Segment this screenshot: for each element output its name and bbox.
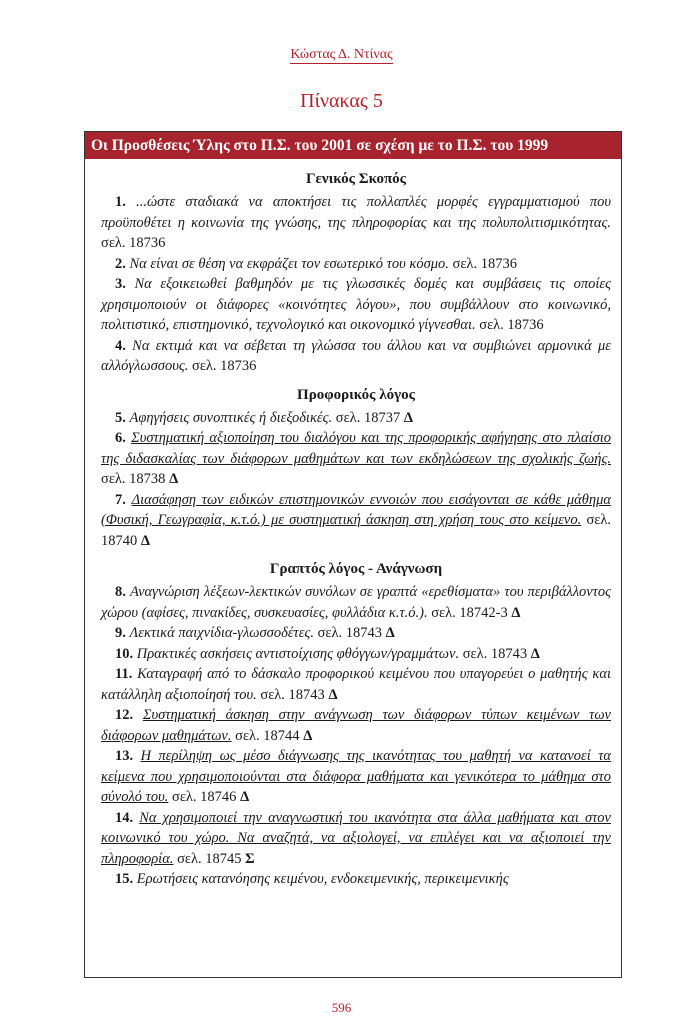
item-text: Πρακτικές ασκήσεις αντιστοίχισης φθόγγων/γραμμάτων. — [136, 645, 460, 662]
item-number: 6. — [115, 430, 126, 446]
grade-mark: Δ — [530, 645, 540, 662]
item-number: 5. — [115, 409, 126, 426]
item-number: 15. — [115, 871, 134, 887]
list-item — [101, 336, 611, 377]
table-body — [85, 159, 621, 890]
page-reference: σελ. 18746 — [172, 789, 237, 805]
item-number: 7. — [115, 491, 126, 508]
item-text: ...ώστε σταδιακά να αποκτήσει τις πολλαπλές μορφές εγγραμματισμού που προϋποθέτει η κοινωνία της γνώσης, της πληροφορίας και της πολυπολιτισμικότητας. — [101, 194, 612, 231]
grade-mark: Δ — [140, 532, 150, 549]
page-reference: σελ. 18736 — [192, 358, 257, 374]
grade-mark: Δ — [328, 686, 338, 703]
item-text: Ερωτήσεις κατανόησης κειμένου, ενδοκειμενικής, περικειμενικής — [136, 871, 509, 887]
item-text: Αναγνώριση λέξεων-λεκτικών συνόλων σε γραπτά «ερεθίσματα» του περιβάλλοντος χώρου (αφίσες, πινακίδες, συσκευασίες, φυλλάδια κ.τ.ό.). — [101, 584, 612, 621]
section-title: Προφορικός λόγος — [297, 386, 415, 403]
page-reference: σελ. 18740 — [101, 512, 611, 549]
list-item — [101, 869, 611, 890]
item-number: 4. — [115, 337, 126, 354]
item-text: Λεκτικά παιχνίδια-γλωσσοδέτες. — [129, 625, 314, 641]
item-number: 3. — [115, 276, 126, 292]
grade-mark: Σ — [245, 850, 255, 867]
item-text: Αφηγήσεις συνοπτικές ή διεξοδικές. — [129, 409, 333, 426]
item-text: Συστηματική αξιοποίηση του διαλόγου και της προφορικής αφήγησης στο πλαίσιο της διδασκαλίας των διάφορων μαθημάτων και των εκδηλώσεων της σχολικής ζωής. — [101, 430, 612, 467]
grade-mark: Δ — [403, 409, 413, 426]
item-text: Να εξοικειωθεί βαθμηδόν με τις γλωσσικές δομές και συμβάσεις τις οποίες χρησιμοποιούν οι διάφορες «κοινότητες λόγου», που συμβάλλουν στο κοινωνικό, πολιτιστικό, επιστημονικό, τεχνολογικό και οικονομικό γίγνεσθαι. — [101, 276, 612, 333]
grade-mark: Δ — [169, 471, 179, 487]
list-item — [101, 644, 611, 665]
item-number: 12. — [115, 707, 134, 723]
list-item — [101, 254, 611, 275]
item-text: Να χρησιμοποιεί την αναγνωστική του ικανότητα στα άλλα μαθήματα και στον κοινωνικό του χώρο. Να αναζητά, να αξιολογεί, να επιλέγει και να αξιοποιεί την πληροφορία. — [101, 809, 611, 867]
author-name: Κώστας Δ. Ντίνας — [290, 47, 393, 62]
item-text: Διασάφηση των ειδικών επιστημονικών εννοιών που εισάγονται σε κάθε μάθημα (Φυσική, Γεωγραφία, κ.τ.ό.) με συστηματική άσκηση στη χρήση τους στο κείμενο. — [101, 491, 611, 528]
page-reference: σελ. 18736 — [101, 235, 166, 251]
item-number: 9. — [115, 625, 126, 641]
page-reference: σελ. 18743 — [462, 645, 528, 662]
list-item — [101, 746, 611, 808]
page-reference: σελ. 18744 — [235, 727, 300, 744]
item-number: 2. — [115, 255, 126, 272]
page-reference: σελ. 18743 — [317, 625, 383, 641]
grade-mark: Δ — [240, 789, 250, 805]
page-reference: σελ. 18737 — [335, 409, 401, 426]
grade-mark: Δ — [303, 727, 313, 744]
list-item — [101, 808, 611, 870]
content-table — [84, 131, 622, 978]
list-item — [101, 192, 611, 254]
item-number: 14. — [115, 809, 134, 826]
page-reference: σελ. 18738 — [101, 471, 166, 487]
page-reference: σελ. 18745 — [177, 850, 242, 867]
page-reference: σελ. 18736 — [479, 317, 544, 333]
item-number: 10. — [115, 645, 134, 662]
list-item — [101, 623, 611, 644]
list-item — [101, 664, 611, 705]
item-text: Να εκτιμά και να σέβεται τη γλώσσα του άλλου και να συμβιώνει αρμονικά με αλλόγλωσσους. — [101, 337, 612, 374]
item-number: 13. — [115, 748, 134, 764]
list-item — [101, 490, 611, 552]
item-text: Καταγραφή από το δάσκαλο προφορικού κειμένου που υπαγορεύει ο μαθητής και κατάλληλη αξιοποίησή του. — [101, 666, 612, 703]
page-number: 596 — [331, 1000, 352, 1015]
page-reference: σελ. 18742-3 — [431, 604, 508, 621]
item-text: Η περίληψη ως μέσο διάγνωσης της ικανότητας του μαθητή να κατανοεί τα κείμενα που χρησιμοποιούνται στα διάφορα μαθήματα και γενικότερα το μάθημα στο σύνολό του. — [101, 748, 612, 805]
item-text: Να είναι σε θέση να εκφράζει τον εσωτερικό του κόσμο. — [129, 255, 449, 272]
item-number: 8. — [115, 584, 126, 600]
section-title: Γενικός Σκοπός — [305, 171, 407, 187]
item-number: 11. — [115, 666, 133, 682]
item-text: Συστηματική άσκηση στην ανάγνωση των διάφορων τύπων κειμένων των διάφορων μαθημάτων. — [101, 707, 611, 744]
grade-mark: Δ — [511, 604, 521, 621]
section-title: Γραπτός λόγος - Ανάγνωση — [269, 561, 443, 577]
table-title: Πίνακας 5 — [300, 90, 383, 112]
list-item — [101, 705, 611, 746]
list-item — [101, 582, 611, 623]
page-reference: σελ. 18736 — [452, 255, 517, 272]
list-item — [101, 408, 611, 429]
list-item — [101, 274, 611, 336]
page-reference: σελ. 18743 — [260, 686, 325, 703]
list-item — [101, 428, 611, 490]
table-header: Οι Προσθέσεις Ύλης στο Π.Σ. του 2001 σε σχέση με το Π.Σ. του 1999 — [85, 132, 621, 159]
grade-mark: Δ — [385, 625, 395, 641]
item-number: 1. — [115, 194, 126, 210]
